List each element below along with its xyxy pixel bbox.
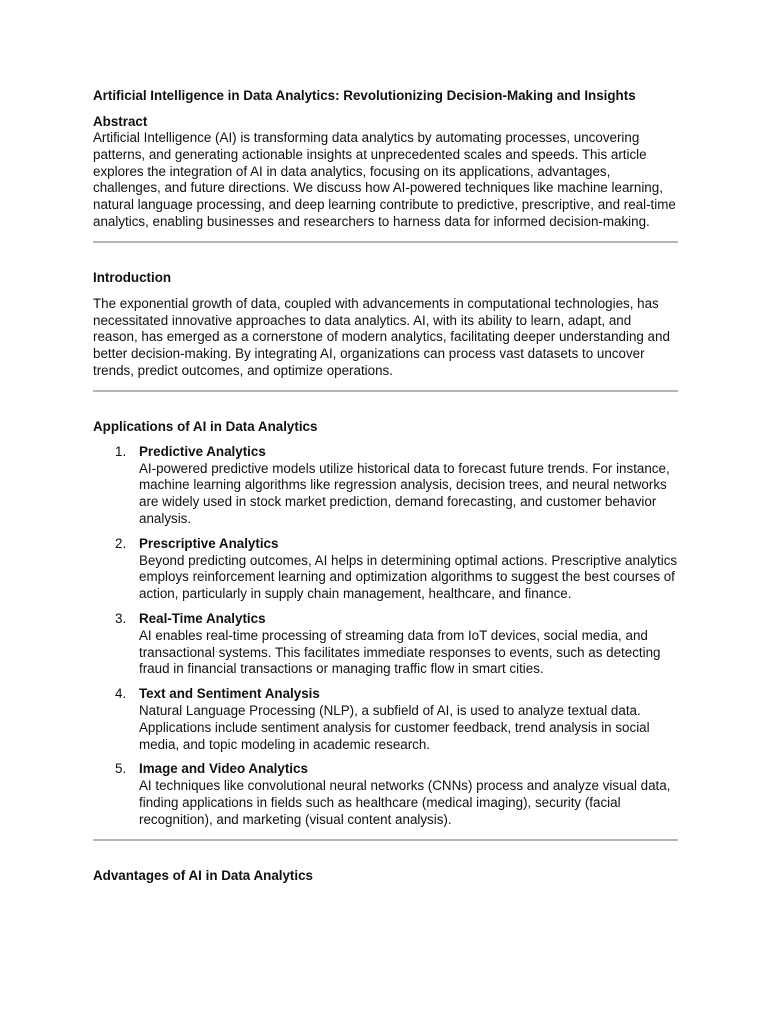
- list-item-text: AI-powered predictive models utilize historical data to forecast future trends. For instance, machine learning algorithms like regression analysis, decision trees, and neural networks are widely used in stock market prediction, demand forecasting, and customer behavior analysis.: [139, 460, 670, 526]
- list-item: [93, 536, 678, 603]
- advantages-section: [93, 867, 678, 884]
- list-item-text: AI enables real-time processing of streaming data from IoT devices, social media, and transactional systems. This facilitates immediate responses to events, such as detecting fraud in financial transactions or managing traffic flow in smart cities.: [139, 627, 661, 677]
- applications-list: [93, 444, 678, 829]
- applications-section: [93, 418, 678, 829]
- list-item-number: 4.: [115, 686, 127, 702]
- list-item-number: 1.: [115, 443, 127, 459]
- document-body: [93, 87, 678, 884]
- abstract-heading: Abstract: [93, 114, 148, 129]
- section-divider: [93, 390, 678, 392]
- list-item-title: Predictive Analytics: [139, 443, 266, 459]
- document-title: Artificial Intelligence in Data Analytics: Revolutionizing Decision-Making and Insights: [93, 88, 636, 103]
- list-item: [93, 611, 678, 678]
- abstract-section: [93, 113, 678, 231]
- section-divider: [93, 839, 678, 841]
- list-item-text: Natural Language Processing (NLP), a subfield of AI, is used to analyze textual data. Applications include sentiment analysis for customer feedback, trend analysis in social media, and topic modeling in academic research.: [139, 702, 650, 752]
- list-item-title: Prescriptive Analytics: [139, 535, 279, 551]
- abstract-text: Artificial Intelligence (AI) is transforming data analytics by automating processes, uncovering patterns, and generating actionable insights at unprecedented scales and speeds. This article explores the integration of AI in data analytics, focusing on its applications, advantages, challenges, and future directions. We discuss how AI-powered techniques like machine learning, natural language processing, and deep learning contribute to predictive, prescriptive, and real-time analytics, enabling businesses and researchers to harness data for informed decision-making.: [93, 130, 676, 229]
- list-item: [93, 686, 678, 753]
- list-item-text: AI techniques like convolutional neural networks (CNNs) process and analyze visual data, finding applications in fields such as healthcare (medical imaging), security (facial recognition), and marketing (visual content analysis).: [139, 778, 671, 827]
- list-item-text: Beyond predicting outcomes, AI helps in determining optimal actions. Prescriptive analytics employs reinforcement learning and optimization algorithms to suggest the best courses of action, particularly in supply chain management, healthcare, and finance.: [139, 552, 678, 602]
- list-item-number: 2.: [115, 535, 127, 551]
- list-item: [93, 761, 678, 828]
- introduction-heading: Introduction: [93, 269, 172, 285]
- list-item-title: Image and Video Analytics: [139, 761, 308, 777]
- list-item: [93, 444, 678, 528]
- advantages-heading: Advantages of AI in Data Analytics: [93, 867, 314, 883]
- section-divider: [93, 241, 678, 243]
- introduction-text: The exponential growth of data, coupled with advancements in computational technologies, has necessitated innovative approaches to data analytics. AI, with its ability to learn, adapt, and reason, has emerged as a cornerstone of modern analytics, facilitating deeper understanding and better decision-making. By integrating AI, organizations can process vast datasets to uncover trends, predict outcomes, and optimize operations.: [93, 295, 670, 378]
- list-item-title: Real-Time Analytics: [139, 610, 266, 626]
- introduction-section: [93, 269, 678, 380]
- list-item-number: 3.: [115, 610, 127, 626]
- list-item-title: Text and Sentiment Analysis: [139, 686, 320, 702]
- list-item-number: 5.: [115, 761, 127, 777]
- applications-heading: Applications of AI in Data Analytics: [93, 418, 318, 434]
